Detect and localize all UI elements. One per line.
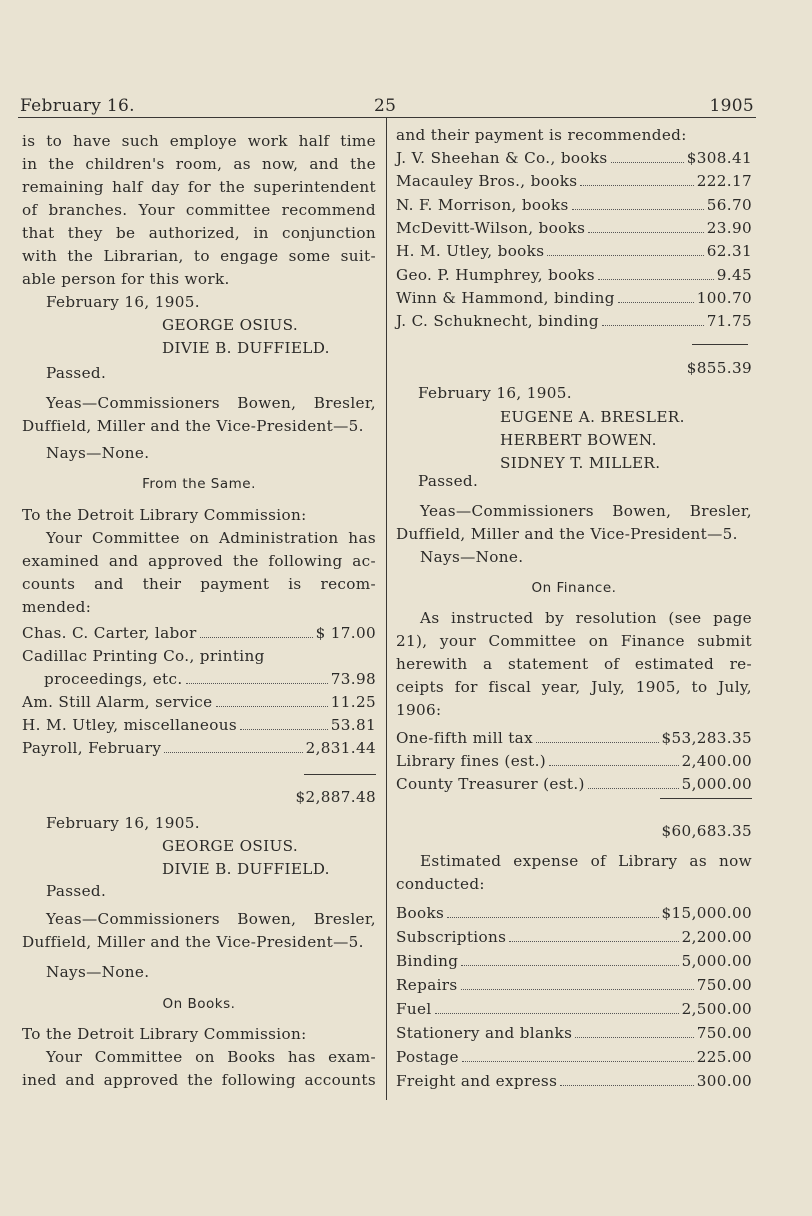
page-number: 25: [374, 96, 397, 116]
expense-amount: 750.00: [696, 1024, 752, 1042]
receipt-row: [396, 775, 752, 793]
vote-nays: Nays—None.: [46, 444, 150, 462]
vote-nays: Nays—None.: [420, 548, 524, 566]
receipt-label: One-fifth mill tax: [396, 729, 533, 747]
expense-label: Repairs: [396, 976, 458, 994]
account-amount: 9.45: [716, 266, 752, 284]
text-line: conducted:: [396, 875, 485, 893]
vote-yeas: Duffield, Miller and the Vice-President—5.: [22, 933, 364, 951]
expense-row: [396, 952, 752, 970]
account-row: [396, 172, 752, 190]
account-row: [396, 312, 752, 330]
account-label: Am. Still Alarm, service: [22, 693, 213, 711]
account-label: H. M. Utley, books: [396, 242, 545, 260]
account-label: McDevitt-Wilson, books: [396, 219, 586, 237]
vote-yeas: Yeas—Commissioners Bowen, Bresler,: [46, 394, 376, 412]
receipt-amount: $53,283.35: [661, 729, 752, 747]
passed-note: Passed.: [418, 472, 479, 490]
receipt-amount: 5,000.00: [681, 775, 752, 793]
account-label: J. C. Schuknecht, binding: [396, 312, 599, 330]
expense-label: Books: [396, 904, 445, 922]
expense-amount: 750.00: [696, 976, 752, 994]
text-line: Estimated expense of Library as now: [420, 852, 752, 870]
signature: GEORGE OSIUS.: [162, 837, 299, 855]
report-date: February 16, 1905.: [46, 293, 200, 311]
expense-row: [396, 1048, 752, 1066]
receipt-total: $60,683.35: [661, 822, 752, 840]
signature: SIDNEY T. MILLER.: [500, 454, 661, 472]
account-row: [22, 670, 376, 688]
text-line: mended:: [22, 598, 92, 616]
expense-amount: 225.00: [696, 1048, 752, 1066]
account-label: N. F. Morrison, books: [396, 196, 569, 214]
text-line: ceipts for fiscal year, July, 1905, to July,: [396, 678, 752, 696]
expense-label: Freight and express: [396, 1072, 558, 1090]
account-amount: 100.70: [696, 289, 752, 307]
account-row: [396, 242, 752, 260]
signature: DIVIE B. DUFFIELD.: [162, 860, 330, 878]
expense-label: Binding: [396, 952, 459, 970]
vote-yeas: Duffield, Miller and the Vice-President—5.: [396, 525, 738, 543]
account-row: [22, 693, 376, 711]
expense-amount: 2,500.00: [681, 1000, 752, 1018]
account-amount: 2,831.44: [305, 739, 376, 757]
account-label: proceedings, etc.: [44, 670, 183, 688]
expense-row: [396, 904, 752, 922]
passed-note: Passed.: [46, 364, 107, 382]
total-rule: [692, 344, 748, 345]
expense-row: [396, 928, 752, 946]
receipt-row: [396, 752, 752, 770]
account-label: Payroll, February: [22, 739, 162, 757]
account-amount: 71.75: [706, 312, 752, 330]
expense-label: Stationery and blanks: [396, 1024, 573, 1042]
total-rule: [660, 798, 752, 799]
account-amount: $308.41: [686, 149, 752, 167]
expense-label: Subscriptions: [396, 928, 507, 946]
header-rule: [18, 117, 756, 118]
account-label: J. V. Sheehan & Co., books: [396, 149, 608, 167]
text-line: Your Committee on Administration has: [46, 529, 376, 547]
text-line: remaining half day for the superintendent: [22, 178, 376, 196]
receipt-label: County Treasurer (est.): [396, 775, 585, 793]
total-rule: [304, 774, 376, 775]
column-rule: [386, 118, 387, 1100]
text-line: able person for this work.: [22, 270, 230, 288]
addressee: To the Detroit Library Commission:: [22, 506, 307, 524]
expense-amount: 2,200.00: [681, 928, 752, 946]
account-label: H. M. Utley, miscellaneous: [22, 716, 237, 734]
text-line: of branches. Your committee recommend: [22, 201, 376, 219]
expense-amount: 300.00: [696, 1072, 752, 1090]
header-year: 1905: [709, 96, 754, 116]
account-row: [22, 716, 376, 734]
account-row: [396, 219, 752, 237]
text-line: is to have such employe work half time: [22, 132, 376, 150]
account-label: Chas. C. Carter, labor: [22, 624, 197, 642]
text-line: As instructed by resolution (see page: [420, 609, 752, 627]
account-label: Winn & Hammond, binding: [396, 289, 615, 307]
receipt-amount: 2,400.00: [681, 752, 752, 770]
report-date: February 16, 1905.: [46, 814, 200, 832]
signature: GEORGE OSIUS.: [162, 316, 299, 334]
account-total: $2,887.48: [295, 788, 376, 806]
expense-amount: $15,000.00: [661, 904, 752, 922]
signature: DIVIE B. DUFFIELD.: [162, 339, 330, 357]
receipt-label: Library fines (est.): [396, 752, 547, 770]
expense-label: Fuel: [396, 1000, 432, 1018]
account-total: $855.39: [686, 359, 752, 377]
section-heading: From the Same.: [142, 476, 256, 492]
account-amount: 11.25: [330, 693, 376, 711]
account-row: [22, 624, 376, 642]
text-line: in the children's room, as now, and the: [22, 155, 376, 173]
expense-row: [396, 1024, 752, 1042]
account-amount: 56.70: [706, 196, 752, 214]
text-line: Your Committee on Books has exam-: [46, 1048, 376, 1066]
text-line: 1906:: [396, 701, 442, 719]
receipt-row: [396, 729, 752, 747]
page-header: [18, 92, 756, 118]
text-line: ined and approved the following accounts: [22, 1071, 376, 1089]
section-heading: On Finance.: [531, 580, 617, 596]
account-label: Cadillac Printing Co., printing: [22, 647, 265, 665]
account-row: [396, 196, 752, 214]
vote-yeas: Yeas—Commissioners Bowen, Bresler,: [420, 502, 752, 520]
account-row: [396, 149, 752, 167]
account-amount: $ 17.00: [315, 624, 376, 642]
account-row: [396, 289, 752, 307]
text-line: with the Librarian, to engage some suit-: [22, 247, 376, 265]
account-label: Macauley Bros., books: [396, 172, 578, 190]
text-line: that they be authorized, in conjunction: [22, 224, 376, 242]
account-amount: 62.31: [706, 242, 752, 260]
account-amount: 53.81: [330, 716, 376, 734]
vote-yeas: Yeas—Commissioners Bowen, Bresler,: [46, 910, 376, 928]
text-line: counts and their payment is recom-: [22, 575, 376, 593]
text-line: herewith a statement of estimated re-: [396, 655, 752, 673]
passed-note: Passed.: [46, 882, 107, 900]
account-label: Geo. P. Humphrey, books: [396, 266, 595, 284]
header-date: February 16.: [20, 96, 135, 116]
report-date: February 16, 1905.: [418, 384, 572, 402]
account-amount: 222.17: [696, 172, 752, 190]
expense-row: [396, 1072, 752, 1090]
account-row: [22, 739, 376, 757]
text-line: and their payment is recommended:: [396, 126, 687, 144]
section-heading: On Books.: [162, 996, 236, 1012]
account-row: [396, 266, 752, 284]
vote-yeas: Duffield, Miller and the Vice-President—5.: [22, 417, 364, 435]
signature: EUGENE A. BRESLER.: [500, 408, 685, 426]
text-line: 21), your Committee on Finance submit: [396, 632, 752, 650]
addressee: To the Detroit Library Commission:: [22, 1025, 307, 1043]
vote-nays: Nays—None.: [46, 963, 150, 981]
expense-label: Postage: [396, 1048, 459, 1066]
account-amount: 73.98: [330, 670, 376, 688]
expense-row: [396, 976, 752, 994]
text-line: examined and approved the following ac-: [22, 552, 376, 570]
signature: HERBERT BOWEN.: [500, 431, 657, 449]
expense-row: [396, 1000, 752, 1018]
account-amount: 23.90: [706, 219, 752, 237]
expense-amount: 5,000.00: [681, 952, 752, 970]
account-row: [22, 647, 376, 665]
